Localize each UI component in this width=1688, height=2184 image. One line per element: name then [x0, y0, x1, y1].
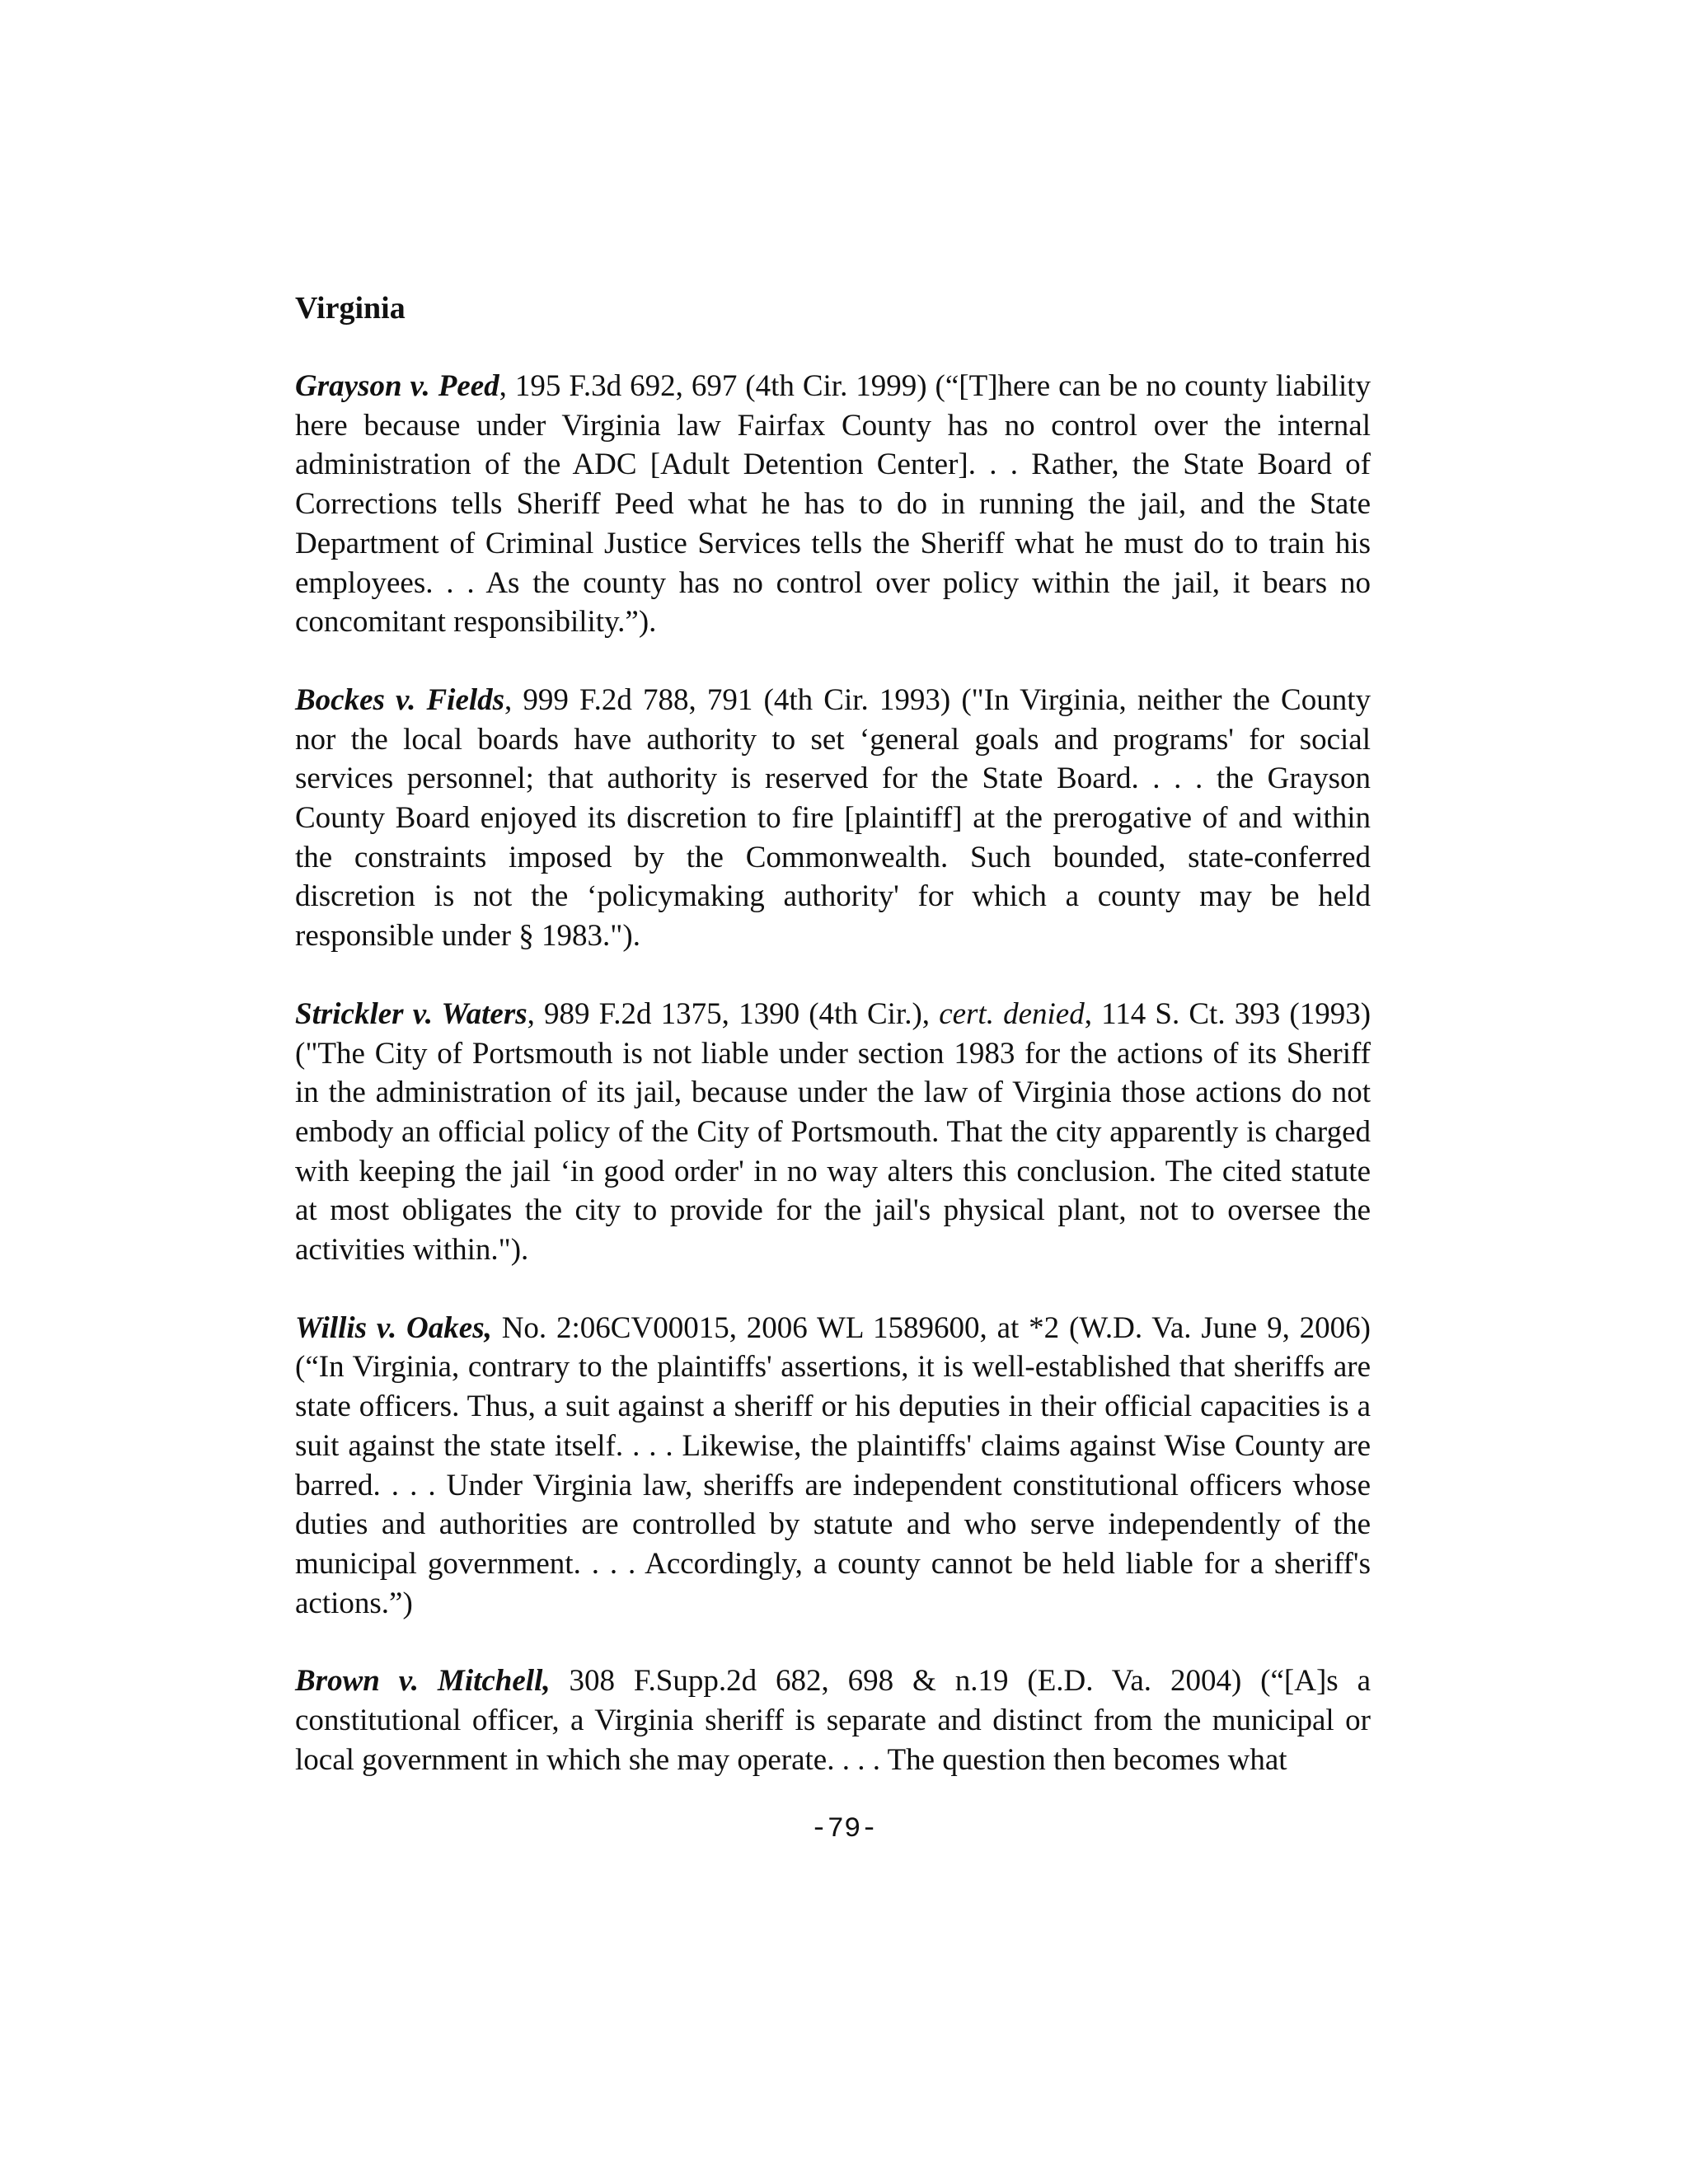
case-name: Willis v. Oakes,	[295, 1310, 492, 1345]
case-name: Grayson v. Peed	[295, 369, 499, 403]
case-entry-brown	[295, 1661, 1371, 1779]
case-name: Strickler v. Waters	[295, 996, 528, 1031]
case-citation-text: 308 F.Supp.2d 682, 698 & n.19 (E.D. Va. 2004) (“[A]s a constitutional officer, a Virginia sheriff is separate and distinct from the municipal or local government in which she may operate. . . . The question then becomes what	[295, 1664, 1371, 1777]
document-page	[295, 288, 1371, 1819]
case-citation-text: , 999 F.2d 788, 791 (4th Cir. 1993) ("In Virginia, neither the County nor the local boards have authority to set ‘general goals and programs' for social services personnel; that authority is reserved for the State Board. . . . the Grayson County Board enjoyed its discretion to fire [plaintiff] at the prerogative of and within the constraints imposed by the Commonwealth. Such bounded, state-conferred discretion is not the ‘policymaking authority' for which a county may be held responsible under § 1983.").	[295, 682, 1372, 954]
section-heading: Virginia	[295, 291, 406, 326]
case-name: Bockes v. Fields	[295, 682, 505, 717]
case-entry-strickler	[295, 995, 1371, 1270]
case-name: Brown v. Mitchell,	[295, 1664, 551, 1699]
case-entry-willis	[295, 1309, 1371, 1624]
case-citation-italic: cert. denied	[939, 996, 1085, 1031]
page-number: -79-	[810, 1814, 878, 1845]
case-citation-text: , 195 F.3d 692, 697 (4th Cir. 1999) (“[T]here can be no county liability here because under Virginia law Fairfax County has no control over the internal administration of the ADC [Adult Detention Center]. . . Rather, the State Board of Corrections tells Sheriff Peed what he has to do in running the jail, and the State Department of Criminal Justice Services tells the Sheriff what he must do to train his employees. . . As the county has no control over policy within the jail, it bears no concomitant responsibility.”).	[295, 369, 1372, 640]
case-entry-grayson	[295, 367, 1371, 642]
case-citation-text: , 114 S. Ct. 393 (1993) ("The City of Portsmouth is not liable under section 1983 for the actions of its Sheriff in the administration of its jail, because under the law of Virginia those actions do not embody an official policy of the City of Portsmouth. That the city apparently is charged with keeping the jail ‘in good order' in no way alters this conclusion. The cited statute at most obligates the city to provide for the jail's physical plant, not to oversee the activities within.").	[295, 996, 1372, 1268]
case-citation-text: , 989 F.2d 1375, 1390 (4th Cir.),	[527, 996, 940, 1031]
case-entry-bockes	[295, 681, 1371, 956]
case-citation-text: No. 2:06CV00015, 2006 WL 1589600, at *2 (W.D. Va. June 9, 2006) (“In Virginia, contrary to the plaintiffs' assertions, it is well-established that sheriffs are state officers. Thus, a suit against a sheriff or his deputies in their official capacities is a suit against the state itself. . . . Likewise, the plaintiffs' claims against Wise County are barred. . . . Under Virginia law, sheriffs are independent constitutional officers whose duties and authorities are controlled by statute and who serve independently of the municipal government. . . . Accordingly, a county cannot be held liable for a sheriff's actions.”)	[295, 1310, 1371, 1620]
